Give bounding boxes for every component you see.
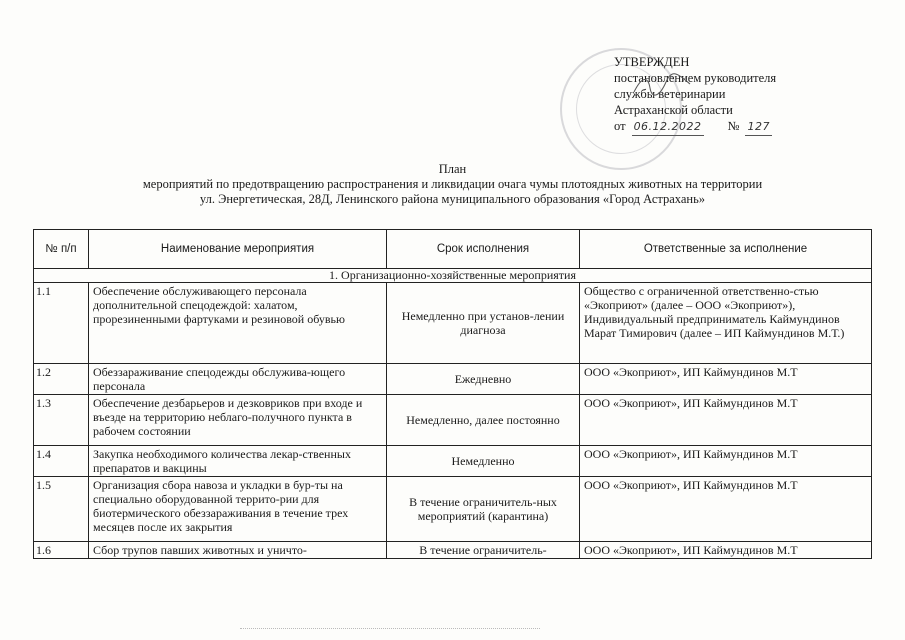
header-name: Наименование мероприятия <box>89 230 387 269</box>
row-responsible: ООО «Экоприют», ИП Каймундинов М.Т <box>580 364 872 395</box>
approval-date: 06.12.2022 <box>632 119 704 136</box>
row-name: Организация сбора навоза и укладки в бур-ты на специально оборудованной террито-рии для биотермического обеззараживания в течение трех месяцев после их закрытия <box>89 477 387 542</box>
row-name: Обеззараживание спецодежды обслужива-ющего персонала <box>89 364 387 395</box>
plan-title: План <box>438 162 467 176</box>
table-row <box>34 283 872 364</box>
row-num: 1.5 <box>34 477 89 542</box>
row-num: 1.4 <box>34 446 89 477</box>
section-title: 1. Организационно-хозяйственные мероприятия <box>34 269 872 283</box>
row-responsible: ООО «Экоприют», ИП Каймундинов М.Т <box>580 477 872 542</box>
row-num: 1.1 <box>34 283 89 364</box>
approval-number-label: № <box>727 119 740 133</box>
row-term: Ежедневно <box>387 364 580 395</box>
table-header-row <box>34 230 872 269</box>
table-row <box>34 364 872 395</box>
row-num: 1.2 <box>34 364 89 395</box>
row-responsible: ООО «Экоприют», ИП Каймундинов М.Т <box>580 542 872 559</box>
table-row <box>34 477 872 542</box>
header-term: Срок исполнения <box>387 230 580 269</box>
row-term: В течение ограничитель- <box>387 542 580 559</box>
row-term: В течение ограничитель-ных мероприятий (карантина) <box>387 477 580 542</box>
page-cut-edge <box>240 628 540 630</box>
row-name: Закупка необходимого количества лекар-ственных препаратов и вакцины <box>89 446 387 477</box>
header-responsible: Ответственные за исполнение <box>580 230 872 269</box>
row-term: Немедленно при установ-лении диагноза <box>387 283 580 364</box>
row-responsible: ООО «Экоприют», ИП Каймундинов М.Т <box>580 395 872 446</box>
approval-line-3: Астраханской области <box>614 103 733 117</box>
approval-date-line <box>614 118 864 136</box>
approval-line-1: постановлением руководителя <box>614 71 777 85</box>
row-term: Немедленно, далее постоянно <box>387 395 580 446</box>
approval-number: 127 <box>745 119 772 136</box>
row-responsible: Общество с ограниченной ответственно-стью «Экоприют» (далее – ООО «Экоприют»), Индивидуальный предприниматель Каймундинов Марат Тимирович (далее – ИП Каймундинов М.Т.) <box>580 283 872 364</box>
plan-subtitle-line-1: мероприятий по предотвращению распространения и ликвидации очага чумы плотоядных животных на территории <box>142 177 763 191</box>
table-row <box>34 542 872 559</box>
approval-from-label: от <box>614 119 626 133</box>
row-name: Обеспечение дезбарьеров и дезковриков при входе и въезде на территорию неблаго-получного пункта в рабочем состоянии <box>89 395 387 446</box>
section-row <box>34 269 872 283</box>
row-name: Сбор трупов павших животных и уничто- <box>89 542 387 559</box>
row-responsible: ООО «Экоприют», ИП Каймундинов М.Т <box>580 446 872 477</box>
row-term: Немедленно <box>387 446 580 477</box>
table-row <box>34 446 872 477</box>
approval-title: УТВЕРЖДЕН <box>614 55 690 69</box>
row-num: 1.6 <box>34 542 89 559</box>
approval-line-2: службы ветеринарии <box>614 87 726 101</box>
row-name: Обеспечение обслуживающего персонала дополнительной спецодеждой: халатом, прорезиненными фартуками и резиновой обувью <box>89 283 387 364</box>
document-heading <box>0 162 905 207</box>
measures-table <box>33 229 872 559</box>
row-num: 1.3 <box>34 395 89 446</box>
header-num: № п/п <box>34 230 89 269</box>
table-row <box>34 395 872 446</box>
plan-subtitle-line-2: ул. Энергетическая, 28Д, Ленинского района муниципального образования «Город Астрахань» <box>199 192 706 206</box>
signature-icon <box>632 72 692 98</box>
